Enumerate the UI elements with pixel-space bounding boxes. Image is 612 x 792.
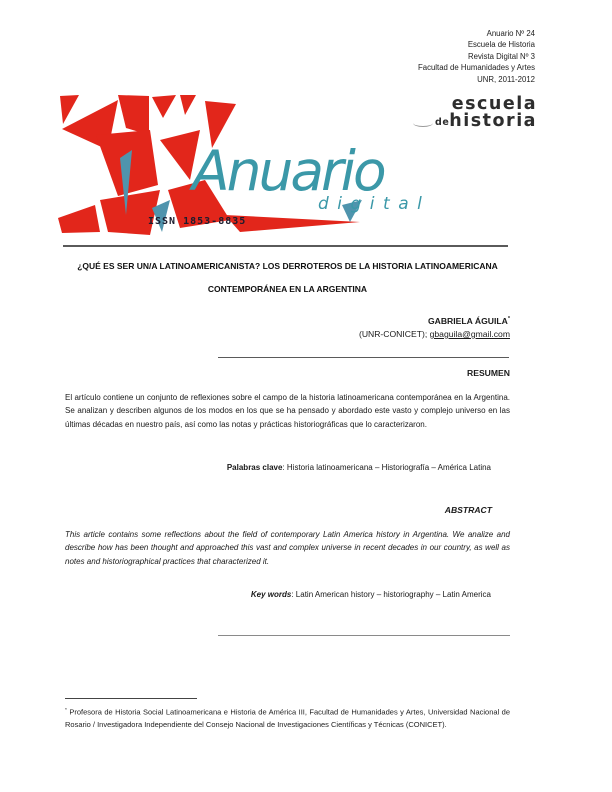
school-logo [435,96,537,131]
keywords-spanish-label: Palabras clave [226,463,283,472]
journal-logo-subtitle: digital [318,194,431,214]
author-name [65,312,510,328]
footnote [65,705,510,731]
masthead-line: Anuario Nº 24 [486,29,535,38]
resumen-heading: RESUMEN [467,368,510,378]
school-logo-de: de [435,117,450,128]
masthead-line: Facultad de Humanidades y Artes [417,63,535,73]
abstract-english: This article contains some reflections about the field of contemporary Latin America history in Argentina. We analize and describe how has been thought and approached this vast and complex universe in recent decades in our country, as well as notes and historiographical practices that characterized it. [65,530,510,566]
swoosh-decoration [413,119,433,127]
masthead-line: UNR, 2011-2012 [477,74,535,84]
journal-logo-wordmark: Anuario [192,139,384,203]
keywords-spanish [65,463,510,472]
masthead-line: Escuela de Historia [467,40,535,50]
school-logo-line2 [435,113,537,131]
title-top-rule [63,245,508,247]
school-logo-historia: historia [449,111,537,131]
keywords-english-label: Key words [250,590,292,599]
keywords-spanish-text: : Historia latinoamericana – Historiografía – América Latina [282,463,491,472]
author-name-text: GABRIELA ÁGUILA [427,315,508,326]
footnote-marker: * [65,708,67,713]
issn-number: ISSN 1853-8835 [148,216,247,227]
school-logo-line1: escuela [451,94,537,114]
abstract-heading: ABSTRACT [444,505,492,515]
resumen-rule [218,357,509,358]
footnote-separator-rule [65,698,197,699]
author-footnote-mark: * [507,316,510,322]
article-title: ¿QUÉ ES SER UN/A LATINOAMERICANISTA? LOS DERROTEROS DE LA HISTORIA LATINOAMERICANA CONTEMPORÁNEA EN LA ARGENTINA [77,261,498,294]
masthead-line: Revista Digital Nº 3 [468,51,535,61]
abstract-spanish: El artículo contiene un conjunto de reflexiones sobre el campo de la historia latinoamericana contemporánea en la Argentina. Se analizan y describen algunos de los modos en los que se ha pensado y abordado este vasto y complejo universo en las últimas décadas en nuestro país, así como las notas y prácticas historiográficas que lo caracterizaron. [65,393,510,429]
masthead [418,28,535,85]
author-affiliation [65,327,510,341]
keywords-english [65,590,510,599]
footnote-text: Profesora de Historia Social Latinoamericana e Historia de América III, Facultad de Humanidades y Artes, Universidad Nacional de Rosario / Investigadora Independiente del Consejo Nacional de Investigaciones Científicas y Técnicas (CONICET). [65,707,510,729]
keywords-english-text: : Latin American history – historiography – Latin America [291,590,491,599]
bottom-section-rule [218,635,510,636]
email-link[interactable]: gbaguila@gmail.com [429,329,510,339]
affiliation-text: (UNR-CONICET); [358,329,430,339]
